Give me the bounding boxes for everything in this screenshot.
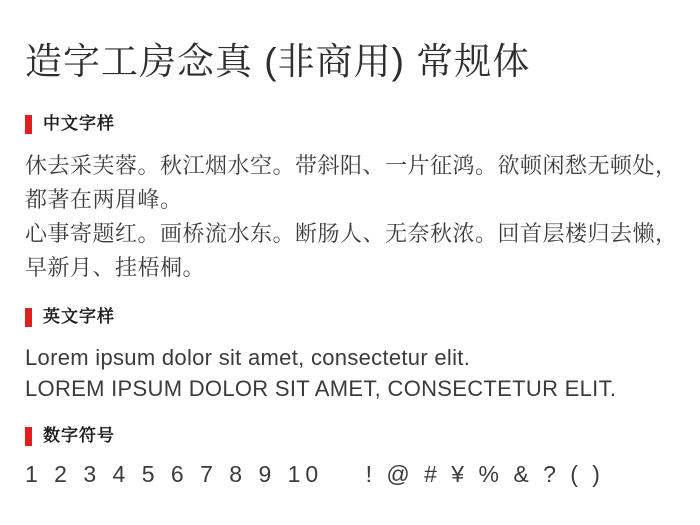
red-bar-icon bbox=[25, 427, 32, 446]
chinese-sample-line: 休去采芙蓉。秋江烟水空。带斜阳、一片征鸿。欲顿闲愁无顿处， bbox=[25, 153, 678, 178]
digits-sample: 1 2 3 4 5 6 7 8 9 10 bbox=[25, 461, 324, 487]
english-sample-line: LOREM IPSUM DOLOR SIT AMET, CONSECTETUR ELIT. bbox=[25, 376, 617, 401]
section-label-chinese: 中文字样 bbox=[43, 114, 115, 133]
symbols-sample: ! @ # ¥ % & ? ( ) bbox=[365, 461, 604, 487]
chinese-sample-block bbox=[25, 149, 678, 285]
red-bar-icon bbox=[25, 115, 32, 134]
font-title: 造字工房念真 (非商用) 常规体 bbox=[25, 41, 531, 82]
section-header-english bbox=[25, 307, 675, 327]
english-sample-line: Lorem ipsum dolor sit amet, consectetur elit. bbox=[25, 345, 471, 370]
section-header-numbers bbox=[25, 426, 675, 446]
numbers-sample-block bbox=[25, 459, 675, 489]
section-label-numbers: 数字符号 bbox=[43, 426, 115, 445]
section-header-chinese bbox=[25, 114, 675, 134]
red-bar-icon bbox=[25, 308, 32, 327]
chinese-sample-line: 都著在两眉峰。 bbox=[25, 187, 183, 212]
english-sample-block bbox=[25, 342, 675, 404]
chinese-sample-line: 心事寄题红。画桥流水东。断肠人、无奈秋浓。回首层楼归去懒， bbox=[25, 221, 678, 246]
chinese-sample-line: 早新月、挂梧桐。 bbox=[25, 255, 206, 280]
section-label-english: 英文字样 bbox=[43, 307, 115, 326]
